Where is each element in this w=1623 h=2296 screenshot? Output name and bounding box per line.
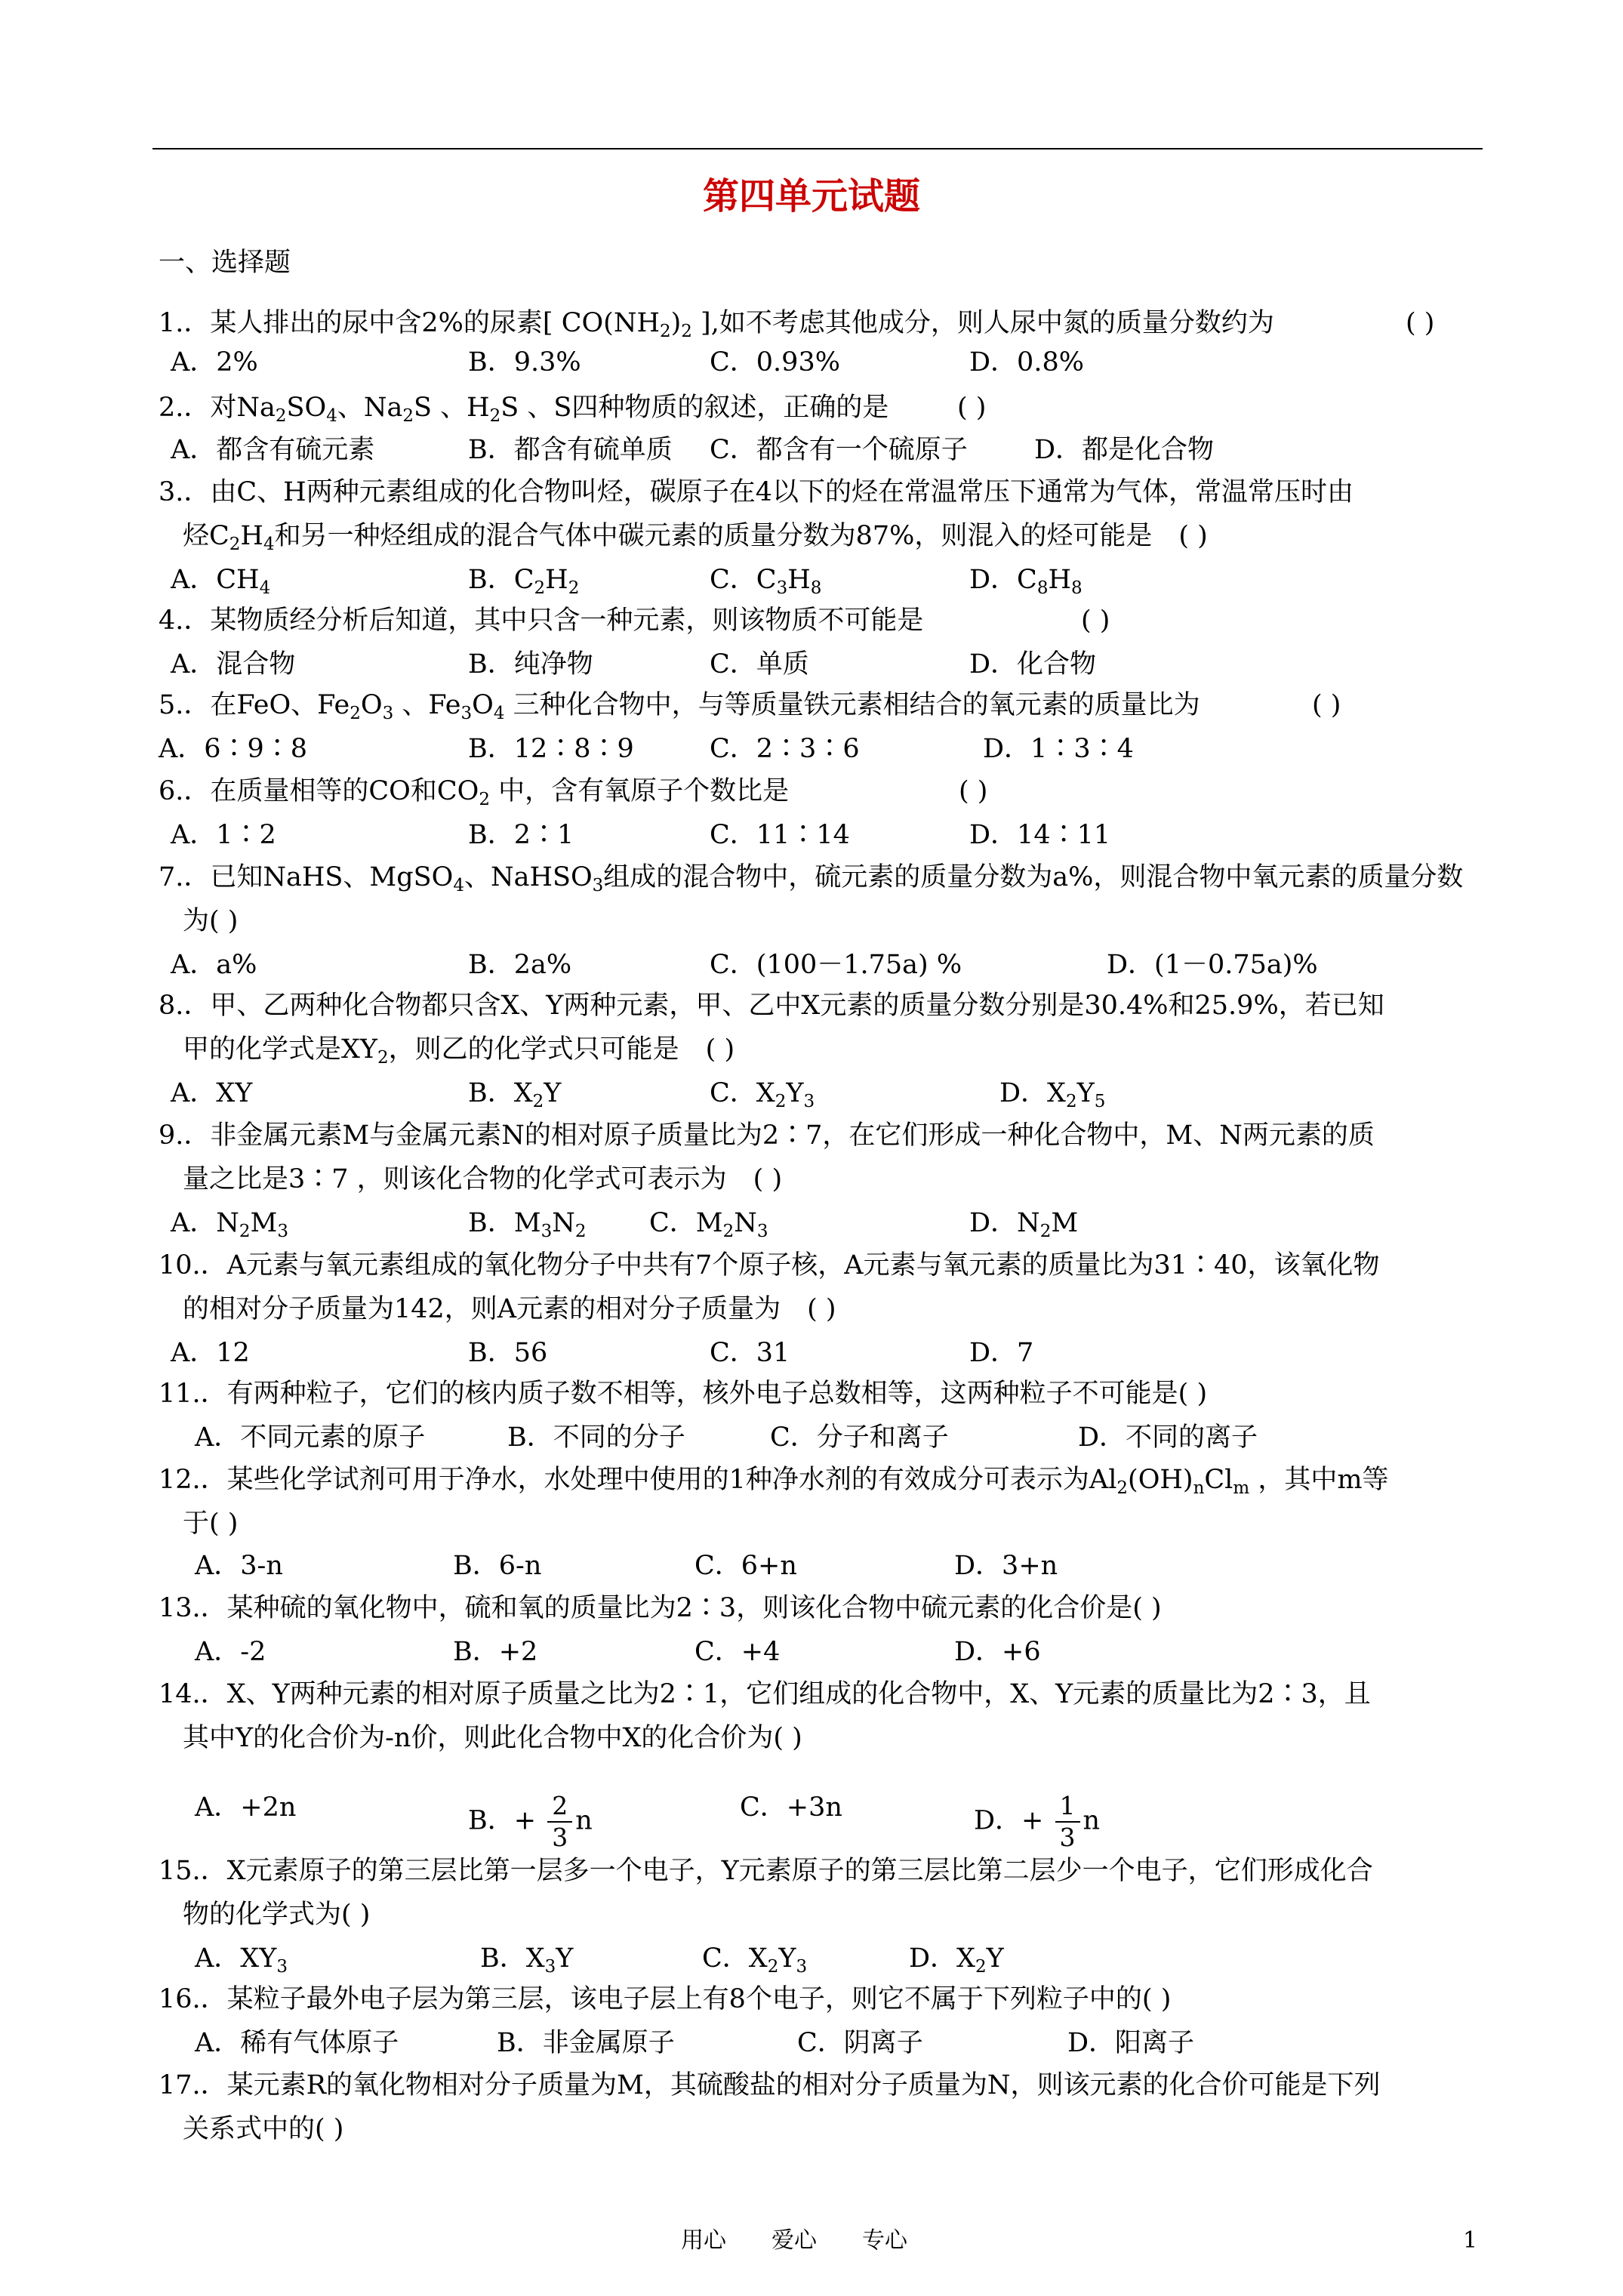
question-12-option-C: C．6+n (694, 1551, 797, 1581)
question-12-option-B: B．6-n (453, 1551, 542, 1581)
question-7-option-A: A．a% (171, 950, 257, 980)
page-number: 1 (1463, 2227, 1478, 2254)
question-3-stem-line-2: 烃$C_2H_4$和另一种烃组成的混合气体中碳元素的质量分数为87%，则混入的烃可能是 ( ) (183, 521, 1208, 554)
question-14-option-A: A．+2n (195, 1792, 297, 1823)
question-2-option-D: D．都是化合物 (1034, 435, 1215, 465)
question-3-option-B: B．$C_2H_2$ (468, 565, 580, 598)
section-heading: 一、选择题 (159, 248, 291, 278)
question-15-stem-line-1: 15.．X元素原子的第三层比第一层多一个电子，Y元素原子的第三层比第二层少一个电子，它们形成化合 (159, 1856, 1373, 1886)
question-9-option-D: D．$N_2M$ (969, 1208, 1079, 1241)
question-3-option-A: A．$CH_4$ (171, 565, 271, 598)
question-16-option-C: C．阴离子 (797, 2028, 923, 2058)
question-8-stem-line-2: 甲的化学式是$XY_2$，则乙的化学式只可能是 ( ) (183, 1034, 735, 1068)
question-8-option-C: C．$X_2Y_3$ (710, 1078, 815, 1111)
question-10-option-B: B．56 (468, 1338, 548, 1368)
question-10-stem-line-1: 10.．A元素与氧元素组成的氧化物分子中共有7个原子核，A元素与氧元素的质量比为31∶40，该氧化物 (159, 1250, 1380, 1281)
question-10-option-D: D．7 (969, 1338, 1034, 1368)
question-11-stem-line-1: 11.．有两种粒子，它们的核内质子数不相等，核外电子总数相等，这两种粒子不可能是( ) (159, 1379, 1208, 1409)
question-14-stem-line-2: 其中Y的化合价为-n价，则此化合物中X的化合价为( ) (183, 1723, 802, 1753)
question-7-option-C: C．(100－1.75a) % (710, 950, 962, 980)
question-1-option-D: D．0.8% (969, 347, 1084, 378)
question-5-stem-line-1: 5.．在FeO、$Fe_2O_3$ 、$Fe_3O_4$ 三种化合物中，与等质量铁元素相结合的氧元素的质量比为 (159, 690, 1200, 723)
question-3-stem-line-1: 3.．由C、H两种元素组成的化合物叫烃，碳原子在4以下的烃在常温常压下通常为气体，常温常压时由 (159, 477, 1354, 507)
question-11-option-D: D．不同的离子 (1078, 1422, 1258, 1453)
footer-motto: 用心 爱心 专心 (681, 2227, 907, 2254)
question-1-option-C: C．0.93% (710, 347, 840, 378)
question-4-option-A: A．混合物 (171, 649, 296, 680)
question-16-option-A: A．稀有气体原子 (195, 2028, 399, 2058)
question-5-answer-paren: ( ) (1312, 690, 1341, 720)
question-10-stem-line-2: 的相对分子质量为142，则A元素的相对分子质量为 ( ) (183, 1294, 836, 1324)
question-15-option-C: C．$X_2Y_3$ (702, 1943, 808, 1977)
question-16-stem-line-1: 16.．某粒子最外电子层为第三层，该电子层上有8个电子，则它不属于下列粒子中的( ) (159, 1984, 1172, 2014)
question-14-option-D: D．+ $\frac{1}{3}$ n (974, 1791, 1101, 1852)
question-10-option-A: A．12 (171, 1338, 250, 1368)
question-6-option-B: B．2∶1 (468, 820, 574, 850)
question-2-option-B: B．都含有硫单质 (468, 435, 673, 465)
question-6-option-A: A．1∶2 (171, 820, 276, 850)
question-12-option-D: D．3+n (954, 1551, 1058, 1581)
question-8-option-D: D．$X_2Y_5$ (999, 1078, 1106, 1111)
question-7-option-D: D．(1－0.75a)% (1107, 950, 1318, 980)
question-11-option-C: C．分子和离子 (770, 1422, 949, 1453)
question-2-stem-line-1: 2.．对$Na_2SO_4$、$Na_2S$ 、$H_2S$ 、S四种物质的叙述，正确的是 (159, 393, 889, 426)
question-2-answer-paren: ( ) (957, 393, 987, 423)
question-16-option-B: B．非金属原子 (497, 2028, 675, 2058)
question-8-stem-line-1: 8.．甲、乙两种化合物都只含X、Y两种元素，甲、乙中X元素的质量分数分别是30.4%和25.9%，若已知 (159, 991, 1384, 1021)
question-13-stem-line-1: 13.．某种硫的氧化物中，硫和氧的质量比为2∶3，则该化合物中硫元素的化合价是( ) (159, 1593, 1162, 1623)
question-14-option-B: B．+ $\frac{2}{3}$ n (468, 1791, 593, 1852)
question-1-answer-paren: ( ) (1406, 308, 1435, 338)
question-6-option-C: C．11∶14 (710, 820, 850, 850)
question-9-stem-line-1: 9.．非金属元素M与金属元素N的相对原子质量比为2∶7，在它们形成一种化合物中，M、N两元素的质 (159, 1120, 1375, 1151)
question-9-option-B: B．$M_3N_2$ (468, 1208, 587, 1241)
question-4-option-D: D．化合物 (969, 649, 1097, 680)
question-6-stem-line-1: 6.．在质量相等的CO和$CO_2$ 中，含有氧原子个数比是 (159, 776, 790, 809)
question-5-option-D: D．1∶3∶4 (983, 734, 1134, 764)
fraction: $\frac{2}{3}$ (547, 1791, 572, 1853)
question-3-option-C: C．$C_3H_8$ (710, 565, 822, 598)
question-1-option-B: B．9.3% (468, 347, 581, 378)
question-7-option-B: B．2a% (468, 950, 572, 980)
question-12-stem-line-2: 于( ) (183, 1509, 239, 1539)
fraction: $\frac{1}{3}$ (1055, 1791, 1080, 1853)
question-2-option-A: A．都含有硫元素 (171, 435, 375, 465)
question-9-option-C: C．$M_2N_3$ (649, 1208, 768, 1241)
question-12-option-A: A．3-n (195, 1551, 283, 1581)
question-3-option-D: D．$C_8H_8$ (969, 565, 1083, 598)
question-8-option-A: A．XY (171, 1078, 253, 1108)
question-6-option-D: D．14∶11 (969, 820, 1111, 850)
question-15-option-D: D．$X_2Y$ (909, 1943, 1004, 1977)
question-15-stem-line-2: 物的化学式为( ) (183, 1900, 371, 1930)
question-15-option-A: A．$XY_3$ (195, 1943, 288, 1977)
question-13-option-A: A．-2 (195, 1637, 266, 1667)
question-13-option-B: B．+2 (453, 1637, 538, 1667)
question-5-option-C: C．2∶3∶6 (710, 734, 860, 764)
question-11-option-A: A．不同元素的原子 (195, 1422, 426, 1453)
question-12-stem-line-1: 12.．某些化学试剂可用于净水，水处理中使用的1种净水剂的有效成分可表示为$Al_2(OH)_nCl_m$ ，其中m等 (159, 1465, 1389, 1498)
question-5-option-A: A．6∶9∶8 (159, 734, 308, 764)
question-7-stem-line-1: 7.．已知NaHS、MgSO$_4$、NaHSO$_3$组成的混合物中，硫元素的质量分数为a%，则混合物中氧元素的质量分数 (159, 862, 1464, 895)
question-14-option-C: C．+3n (740, 1792, 842, 1823)
question-5-option-B: B．12∶8∶9 (468, 734, 634, 764)
question-6-answer-paren: ( ) (959, 776, 988, 806)
question-2-option-C: C．都含有一个硫原子 (710, 435, 968, 465)
question-7-stem-line-2: 为( ) (183, 906, 239, 936)
question-13-option-D: D．+6 (954, 1637, 1041, 1667)
question-4-option-B: B．纯净物 (468, 649, 593, 680)
question-4-option-C: C．单质 (710, 649, 809, 680)
question-9-option-A: A．$N_2M_3$ (171, 1208, 289, 1241)
page-title: 第四单元试题 (702, 175, 920, 217)
question-14-stem-line-1: 14.．X、Y两种元素的相对原子质量之比为2∶1，它们组成的化合物中，X、Y元素的质量比为2∶3，且 (159, 1679, 1371, 1709)
question-13-option-C: C．+4 (694, 1637, 781, 1667)
question-1-stem-line-1: 1.．某人排出的尿中含2%的尿素[ $CO(NH_2)_2$ ],如不考虑其他成分，则人尿中氮的质量分数约为 (159, 308, 1274, 341)
question-4-stem-line-1: 4.．某物质经分析后知道，其中只含一种元素，则该物质不可能是 (159, 606, 924, 636)
question-10-option-C: C．31 (710, 1338, 790, 1368)
question-15-option-B: B．$X_3Y$ (480, 1943, 574, 1977)
question-9-stem-line-2: 量之比是3∶7 ，则该化合物的化学式可表示为 ( ) (183, 1164, 783, 1194)
header-rule (152, 148, 1483, 149)
question-8-option-B: B．$X_2Y$ (468, 1078, 562, 1111)
question-17-stem-line-2: 关系式中的( ) (183, 2114, 344, 2144)
question-4-answer-paren: ( ) (1081, 606, 1110, 636)
question-16-option-D: D．阳离子 (1067, 2028, 1195, 2058)
question-17-stem-line-1: 17.．某元素R的氧化物相对分子质量为M，其硫酸盐的相对分子质量为N，则该元素的化合价可能是下列 (159, 2070, 1381, 2100)
question-11-option-B: B．不同的分子 (507, 1422, 685, 1453)
question-1-option-A: A．2% (171, 347, 258, 378)
